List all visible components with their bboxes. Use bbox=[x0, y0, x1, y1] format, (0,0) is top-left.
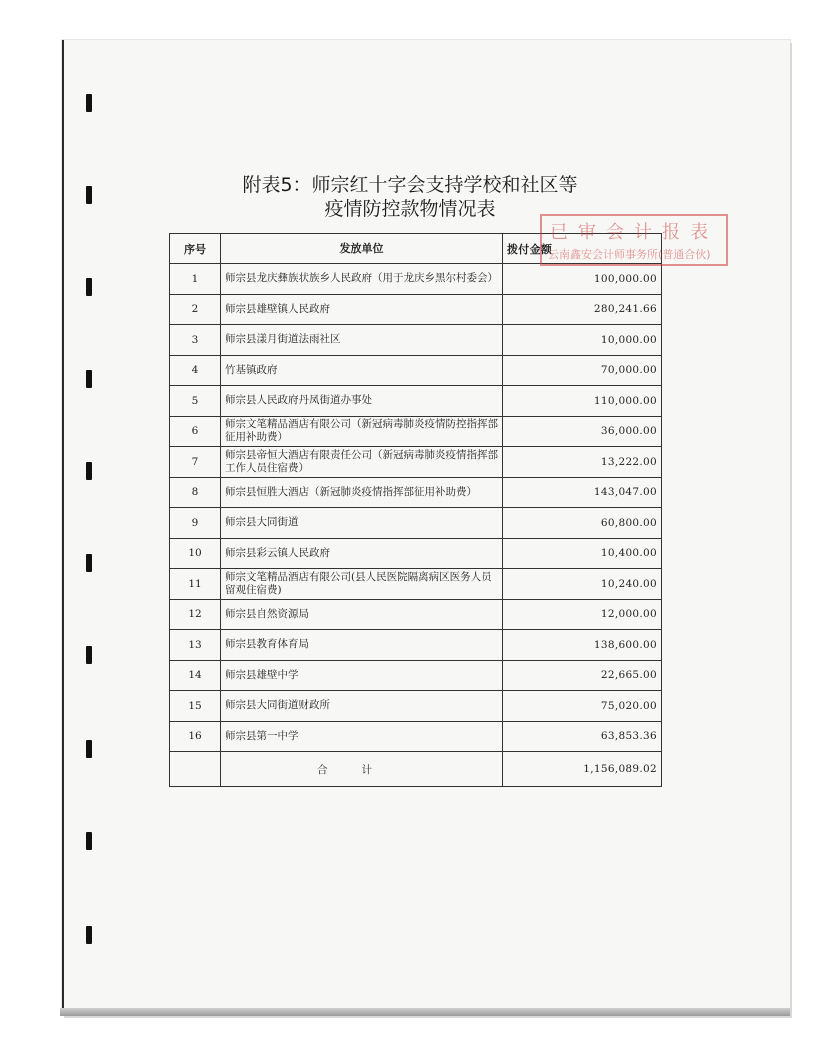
row-unit: 师宗文笔精品酒店有限公司（新冠病毒肺炎疫情防控指挥部征用补助费） bbox=[221, 416, 503, 447]
row-no: 12 bbox=[170, 599, 221, 630]
row-unit: 师宗县帝恒大酒店有限责任公司（新冠病毒肺炎疫情指挥部工作人员住宿费） bbox=[221, 447, 503, 478]
row-unit: 师宗县大同街道财政所 bbox=[221, 691, 503, 722]
row-amount: 36,000.00 bbox=[503, 416, 662, 447]
row-amount: 12,000.00 bbox=[503, 599, 662, 630]
row-unit: 师宗县雄壁镇人民政府 bbox=[221, 294, 503, 325]
row-unit: 师宗县第一中学 bbox=[221, 721, 503, 752]
document-title: 附表5：师宗红十字会支持学校和社区等 bbox=[242, 174, 578, 196]
table-row bbox=[170, 569, 662, 600]
row-amount: 60,800.00 bbox=[503, 508, 662, 539]
row-amount: 10,000.00 bbox=[503, 325, 662, 356]
binding-hole bbox=[86, 554, 92, 572]
table-row bbox=[170, 416, 662, 447]
total-row bbox=[170, 752, 662, 787]
header-amount: 拨付金额 bbox=[503, 234, 662, 264]
row-amount: 22,665.00 bbox=[503, 660, 662, 691]
row-unit: 竹基镇政府 bbox=[221, 355, 503, 386]
row-unit: 师宗文笔精品酒店有限公司(县人民医院隔离病区医务人员留观住宿费) bbox=[221, 569, 503, 600]
row-amount: 63,853.36 bbox=[503, 721, 662, 752]
binding-hole bbox=[86, 370, 92, 388]
row-amount: 110,000.00 bbox=[503, 386, 662, 417]
row-amount: 70,000.00 bbox=[503, 355, 662, 386]
allocation-table bbox=[169, 233, 662, 787]
binding-hole bbox=[86, 832, 92, 850]
binding-hole bbox=[86, 186, 92, 204]
binding-hole bbox=[86, 462, 92, 480]
row-no: 5 bbox=[170, 386, 221, 417]
table-row bbox=[170, 355, 662, 386]
row-no: 3 bbox=[170, 325, 221, 356]
table-row bbox=[170, 599, 662, 630]
row-unit: 师宗县彩云镇人民政府 bbox=[221, 538, 503, 569]
row-unit: 师宗县自然资源局 bbox=[221, 599, 503, 630]
header-unit: 发放单位 bbox=[221, 234, 503, 264]
row-no: 15 bbox=[170, 691, 221, 722]
header-no: 序号 bbox=[170, 234, 221, 264]
row-unit: 师宗县龙庆彝族状族乡人民政府（用于龙庆乡黑尔村委会） bbox=[221, 264, 503, 295]
row-no: 2 bbox=[170, 294, 221, 325]
row-unit: 师宗县大同街道 bbox=[221, 508, 503, 539]
document-subtitle: 疫情防控款物情况表 bbox=[324, 198, 496, 220]
row-no: 9 bbox=[170, 508, 221, 539]
binding-hole bbox=[86, 94, 92, 112]
row-no: 8 bbox=[170, 477, 221, 508]
row-no: 11 bbox=[170, 569, 221, 600]
row-unit: 师宗县教育体育局 bbox=[221, 630, 503, 661]
total-amount: 1,156,089.02 bbox=[503, 752, 662, 787]
table-row bbox=[170, 721, 662, 752]
row-unit: 师宗县雄壁中学 bbox=[221, 660, 503, 691]
row-amount: 13,222.00 bbox=[503, 447, 662, 478]
table-row bbox=[170, 508, 662, 539]
row-amount: 10,240.00 bbox=[503, 569, 662, 600]
row-amount: 280,241.66 bbox=[503, 294, 662, 325]
table-row bbox=[170, 294, 662, 325]
table-row bbox=[170, 691, 662, 722]
total-label: 合计 bbox=[221, 752, 503, 787]
row-unit: 师宗县人民政府丹凤街道办事处 bbox=[221, 386, 503, 417]
stamp-text-firm: 云南鑫安会计师事务所(普通合伙) bbox=[548, 248, 711, 261]
stamp-text-main: 已审会计报表 bbox=[550, 222, 718, 243]
row-no: 14 bbox=[170, 660, 221, 691]
row-amount: 75,020.00 bbox=[503, 691, 662, 722]
table-row bbox=[170, 447, 662, 478]
table-row bbox=[170, 538, 662, 569]
table-row bbox=[170, 477, 662, 508]
row-unit: 师宗县漾月街道法雨社区 bbox=[221, 325, 503, 356]
row-no: 7 bbox=[170, 447, 221, 478]
table-row bbox=[170, 264, 662, 295]
row-no: 6 bbox=[170, 416, 221, 447]
row-amount: 138,600.00 bbox=[503, 630, 662, 661]
table-row bbox=[170, 325, 662, 356]
binding-hole bbox=[86, 646, 92, 664]
row-no: 13 bbox=[170, 630, 221, 661]
row-no: 1 bbox=[170, 264, 221, 295]
row-unit: 师宗县恒胜大酒店（新冠肺炎疫情指挥部征用补助费） bbox=[221, 477, 503, 508]
table-row bbox=[170, 386, 662, 417]
row-no: 4 bbox=[170, 355, 221, 386]
binding-hole bbox=[86, 278, 92, 296]
total-no-cell bbox=[170, 752, 221, 787]
row-amount: 10,400.00 bbox=[503, 538, 662, 569]
binding-hole bbox=[86, 740, 92, 758]
binding-hole bbox=[86, 926, 92, 944]
audit-stamp bbox=[540, 214, 728, 266]
row-amount: 100,000.00 bbox=[503, 264, 662, 295]
row-amount: 143,047.00 bbox=[503, 477, 662, 508]
row-no: 16 bbox=[170, 721, 221, 752]
page-stack-edge bbox=[60, 1008, 790, 1016]
table-row bbox=[170, 660, 662, 691]
row-no: 10 bbox=[170, 538, 221, 569]
table-row bbox=[170, 630, 662, 661]
